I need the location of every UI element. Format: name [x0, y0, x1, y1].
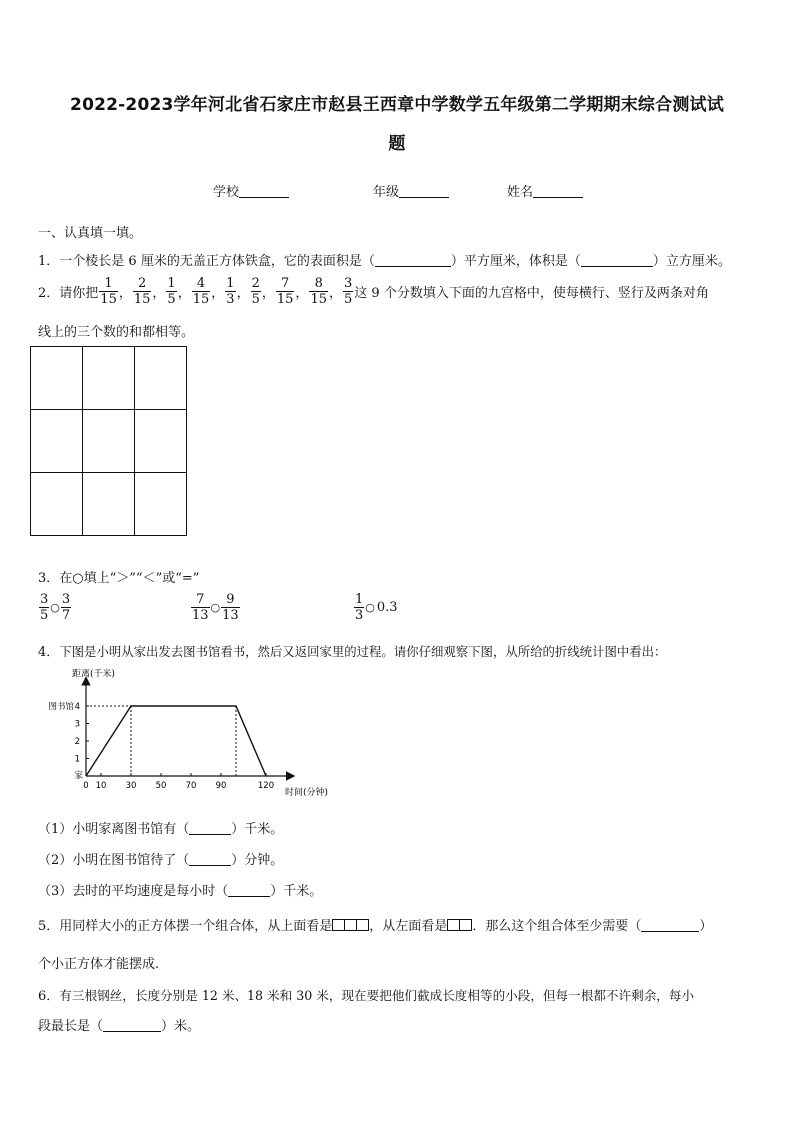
q3-item2-right-fraction	[221, 592, 240, 623]
denominator: 3	[226, 292, 235, 307]
denominator: 7	[61, 608, 71, 623]
question-3	[38, 567, 199, 586]
question-2	[38, 276, 709, 307]
q4-sub1	[38, 818, 283, 837]
denominator: 15	[100, 292, 117, 307]
name-blank[interactable]	[533, 183, 583, 198]
q4-sub2-text-a: （2）小明在图书馆待了（	[38, 853, 190, 868]
grade-label: 年级	[373, 185, 400, 200]
page-title-line2: 题	[388, 134, 406, 154]
q2-number: 2．	[38, 286, 60, 301]
numerator: 4	[196, 276, 206, 291]
q3-text: 在○填上“＞”“＜”或“=”	[59, 571, 200, 586]
q2-fraction	[225, 276, 235, 307]
q3-item-1	[38, 592, 72, 623]
q2-fraction	[99, 276, 118, 307]
q2-separator: ，	[152, 286, 166, 301]
school-blank[interactable]	[239, 183, 289, 198]
q6-text-line2-b: ）米。	[161, 1019, 201, 1034]
q5-text-c: ．那么这个组合体至少需要（	[472, 919, 642, 934]
y-axis-title: 距离(千米)	[72, 669, 116, 680]
q5-number: 5．	[38, 919, 60, 934]
q3-item3-right-value: 0.3	[376, 600, 398, 615]
q1-text-b: ）平方厘米，体积是（	[450, 254, 581, 269]
numerator: 3	[40, 592, 49, 607]
q4-sub1-text-a: （1）小明家离图书馆有（	[38, 822, 190, 837]
distance-line	[86, 706, 266, 776]
q4-sub1-blank[interactable]	[189, 820, 231, 835]
y-tick-label: 3	[74, 719, 80, 730]
grid-cell[interactable]	[135, 473, 187, 536]
q4-sub3-blank[interactable]	[228, 882, 270, 897]
question-6	[38, 985, 694, 1004]
q5-text-a: 用同样大小的正方体摆一个组合体，从上面看是	[59, 919, 333, 934]
school-label: 学校	[213, 185, 240, 200]
q1-text-c: ）立方厘米。	[652, 254, 731, 269]
q2-separator: ，	[261, 286, 275, 301]
q3-number: 3．	[38, 571, 60, 586]
magic-square-grid	[30, 346, 187, 536]
q5-line2: 个小正方体才能摆成.	[38, 957, 160, 972]
page-title-line1: 2022-2023学年河北省石家庄市赵县王西章中学数学五年级第二学期期末综合测试试	[70, 95, 724, 115]
y-tick-label: 4	[74, 702, 80, 712]
q3-item3-left-fraction	[354, 592, 364, 623]
q6-text: 有三根钢丝，长度分别是 12 米、18 米和 30 米，现在要把他们截成长度相等的小段，但每一根都不许剩余，每小	[59, 988, 695, 1003]
q2-fraction	[166, 276, 176, 307]
q2-separator: ，	[236, 286, 250, 301]
name-label: 姓名	[507, 185, 534, 200]
denominator: 5	[344, 292, 353, 307]
denominator: 15	[276, 292, 294, 307]
grid-cell[interactable]	[83, 347, 135, 410]
numerator: 2	[251, 276, 260, 291]
numerator: 7	[281, 276, 290, 291]
q3-item1-right-fraction	[61, 592, 71, 623]
q1-text-a: 一个棱长是 6 厘米的无盖正方体铁盒，它的表面积是（	[59, 254, 375, 269]
y-tick-label: 2	[74, 737, 80, 747]
denominator: 3	[355, 608, 364, 623]
denominator: 5	[40, 608, 49, 623]
x-axis-title: 时间(分钟)	[285, 788, 329, 798]
section-heading: 一、认真填一填。	[38, 226, 143, 241]
x-tick-label: 120	[257, 781, 275, 791]
denominator: 13	[192, 608, 209, 623]
denominator: 15	[192, 292, 210, 307]
x-tick-label: 10	[95, 781, 107, 791]
distance-time-chart	[48, 664, 329, 804]
question-1	[38, 250, 731, 269]
denominator: 5	[167, 292, 176, 307]
q2-tail: 这 9 个分数填入下面的九宫格中，使每横行、竖行及两条对角	[354, 286, 709, 301]
grade-blank[interactable]	[399, 183, 449, 198]
q2-separator: ，	[295, 286, 309, 301]
q4-sub2-text-b: ）分钟。	[231, 853, 284, 868]
q1-blank-area[interactable]	[375, 252, 451, 267]
q4-sub2	[38, 849, 283, 868]
q3-item-3	[353, 592, 398, 623]
y-label-library: 图书馆	[48, 702, 74, 712]
compare-circle[interactable]: ○	[50, 601, 60, 614]
left-view-figure	[447, 919, 472, 931]
q6-line2	[38, 1015, 200, 1034]
q4-sub3-text-a: （3）去时的平均速度是每小时（	[38, 884, 229, 899]
q2-separator: ，	[211, 286, 225, 301]
numerator: 3	[61, 592, 71, 607]
grade-field	[373, 181, 449, 200]
q6-number: 6．	[38, 989, 60, 1004]
q2-fraction-list	[98, 276, 354, 307]
q4-sub1-text-b: ）千米。	[231, 822, 284, 837]
q2-separator: ，	[118, 286, 132, 301]
numerator: 1	[355, 592, 364, 607]
q2-fraction	[343, 276, 353, 307]
q1-blank-volume[interactable]	[581, 252, 653, 267]
numerator: 1	[104, 276, 113, 291]
grid-cell[interactable]	[83, 473, 135, 536]
q3-item1-left-fraction	[39, 592, 49, 623]
q5-text-b: ，从左面看是	[369, 919, 448, 934]
x-tick-label: 30	[125, 781, 137, 791]
x-tick-label: 70	[185, 781, 197, 791]
q6-text-line2-a: 段最长是（	[38, 1019, 104, 1034]
numerator: 7	[196, 592, 205, 607]
grid-cell[interactable]	[135, 347, 187, 410]
numerator: 9	[226, 592, 235, 607]
q2-fraction	[276, 276, 295, 307]
grid-cell[interactable]	[83, 410, 135, 473]
q2-lead: 请你把	[59, 286, 99, 301]
denominator: 13	[222, 608, 239, 623]
q2-fraction	[309, 276, 328, 307]
q4-number: 4．	[38, 645, 60, 660]
grid-cell[interactable]	[31, 473, 83, 536]
numerator: 1	[167, 276, 176, 291]
q4-sub3	[38, 880, 322, 899]
denominator: 5	[251, 292, 260, 307]
q5-blank[interactable]	[641, 917, 699, 932]
denominator: 15	[310, 292, 327, 307]
q4-sub2-blank[interactable]	[189, 851, 231, 866]
x-tick-label: 50	[155, 781, 167, 791]
grid-cell[interactable]	[135, 410, 187, 473]
q2-separator: ，	[328, 286, 342, 301]
q2-line2: 线上的三个数的和都相等。	[38, 325, 195, 340]
top-view-figure	[332, 919, 369, 931]
numerator: 8	[314, 276, 323, 291]
y-label-home: 家	[74, 771, 83, 781]
compare-circle[interactable]: ○	[210, 601, 221, 614]
x-tick-label: 90	[215, 781, 227, 791]
compare-circle[interactable]: ○	[365, 601, 375, 614]
q3-item-2	[190, 592, 241, 623]
question-5	[38, 915, 712, 934]
q3-item2-left-fraction	[191, 592, 210, 623]
q1-number: 1．	[38, 254, 60, 269]
grid-cell[interactable]	[31, 410, 83, 473]
question-4	[38, 641, 666, 660]
numerator: 3	[344, 276, 353, 291]
q2-fraction	[251, 276, 261, 307]
name-field	[507, 181, 583, 200]
y-tick-label: 1	[74, 754, 80, 765]
q4-sub3-text-b: ）千米。	[270, 884, 323, 899]
q4-text: 下图是小明从家出发去图书馆看书，然后又返回家里的过程。请你仔细观察下图，从所给的折线统计图中看出：	[59, 644, 667, 659]
q2-separator: ，	[177, 286, 191, 301]
numerator: 2	[137, 276, 147, 291]
q2-fraction	[133, 276, 152, 307]
numerator: 1	[226, 276, 235, 291]
x-tick-label: 0	[83, 781, 89, 791]
q2-fraction	[192, 276, 211, 307]
q6-blank[interactable]	[103, 1017, 161, 1032]
school-field	[213, 181, 289, 200]
denominator: 15	[133, 292, 151, 307]
q5-text-d: ）	[699, 919, 713, 934]
grid-cell[interactable]	[31, 347, 83, 410]
